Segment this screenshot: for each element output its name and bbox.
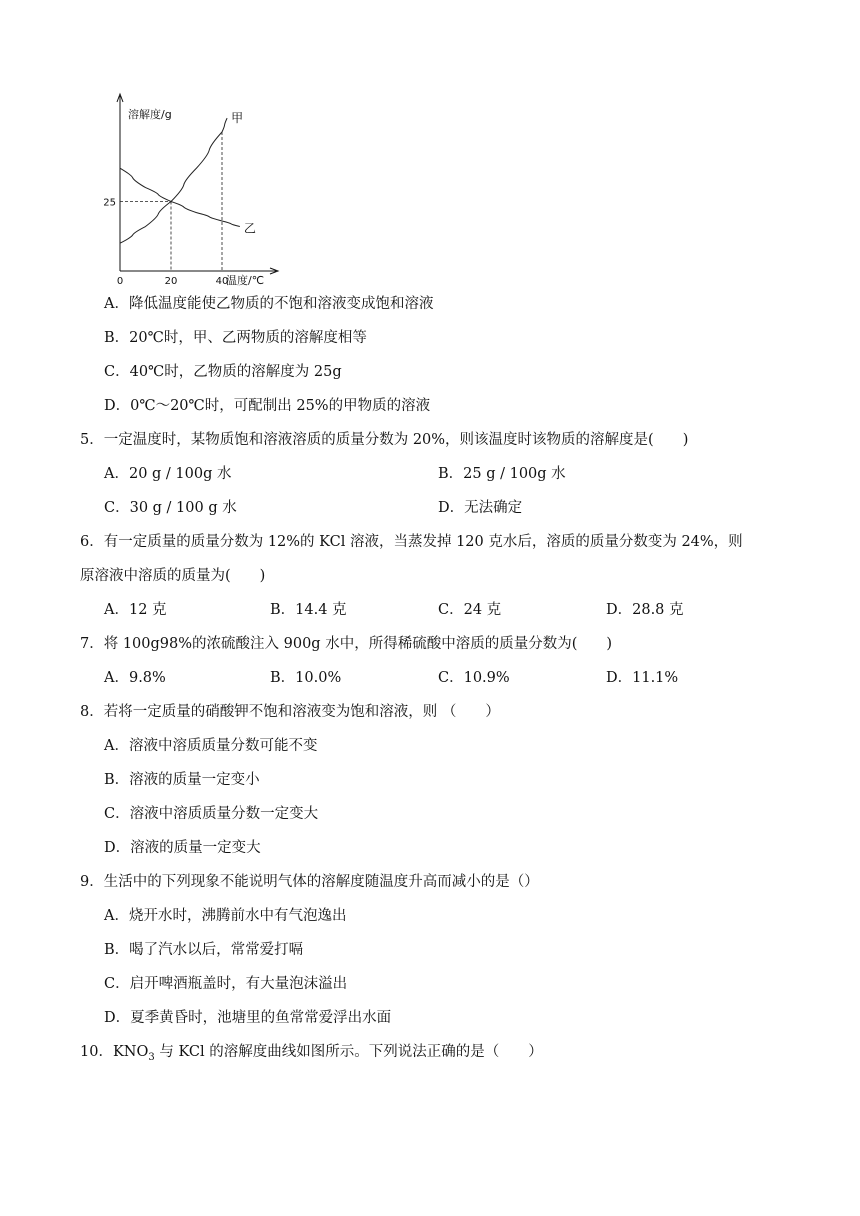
solubility-chart [96, 88, 296, 288]
q9-option-b: B．喝了汽水以后，常常爱打嗝 [104, 942, 304, 958]
q6-stem-line1: 6．有一定质量的质量分数为 12%的 KCl 溶液，当蒸发掉 120 克水后，溶质的质量分数变为 24%，则 [80, 534, 743, 550]
q7-option-a: A．9.8% [104, 670, 166, 686]
q8-stem: 8．若将一定质量的硝酸钾不饱和溶液变为饱和溶液，则 （ ） [80, 704, 500, 720]
q9-option-d: D．夏季黄昏时，池塘里的鱼常常爱浮出水面 [104, 1010, 392, 1026]
q5-option-a: A．20 g / 100g 水 [104, 466, 232, 482]
q8-option-c: C．溶液中溶质质量分数一定变大 [104, 806, 319, 822]
q4-option-a: A．降低温度能使乙物质的不饱和溶液变成饱和溶液 [104, 296, 434, 312]
q10-stem [80, 1042, 543, 1068]
q7-stem: 7．将 100g98%的浓硫酸注入 900g 水中，所得稀硫酸中溶质的质量分数为( ) [80, 636, 613, 652]
q4-option-d: D．0℃～20℃时，可配制出 25%的甲物质的溶液 [104, 398, 431, 414]
y-axis-label: 溶解度/g [128, 108, 172, 121]
q7-option-c: C．10.9% [438, 670, 510, 686]
q9-stem: 9．生活中的下列现象不能说明气体的溶解度随温度升高而减小的是（） [80, 874, 539, 890]
q6-option-d: D．28.8 克 [606, 602, 684, 618]
q8-option-b: B．溶液的质量一定变小 [104, 772, 260, 788]
q9-option-a: A．烧开水时，沸腾前水中有气泡逸出 [104, 908, 347, 924]
q10-stem-subscript: 3 [148, 1051, 155, 1063]
q7-option-b: B．10.0% [270, 670, 342, 686]
x-tick-0: 0 [116, 276, 124, 287]
chart-axes [117, 94, 278, 274]
q5-option-b: B．25 g / 100g 水 [438, 466, 566, 482]
q7-option-d: D．11.1% [606, 670, 679, 686]
chart-labels [103, 107, 264, 287]
q10-stem-prefix: 10．KNO [80, 1044, 149, 1060]
q8-option-a: A．溶液中溶质质量分数可能不变 [104, 738, 318, 754]
x-axis-label: 温度/℃ [226, 274, 265, 287]
q5-option-c: C．30 g / 100 g 水 [104, 500, 237, 516]
x-tick-20: 20 [164, 276, 178, 287]
q8-option-d: D．溶液的质量一定变大 [104, 840, 261, 856]
series-label-yi: 乙 [243, 221, 256, 236]
q6-option-c: C．24 克 [438, 602, 502, 618]
q6-option-a: A．12 克 [104, 602, 167, 618]
y-tick-25: 25 [103, 197, 116, 209]
q10-stem-suffix: 与 KCl 的溶解度曲线如图所示。下列说法正确的是（ ） [159, 1044, 543, 1060]
x-tick-40: 40 [215, 276, 229, 287]
curve-jia [120, 118, 227, 243]
q9-option-c: C．启开啤酒瓶盖时，有大量泡沫溢出 [104, 976, 348, 992]
q6-option-b: B．14.4 克 [270, 602, 347, 618]
q4-option-b: B．20℃时，甲、乙两物质的溶解度相等 [104, 330, 367, 346]
q6-stem-line2: 原溶液中溶质的质量为( ) [80, 568, 266, 584]
q5-option-d: D．无法确定 [438, 500, 523, 516]
q5-stem: 5．一定温度时，某物质饱和溶液溶质的质量分数为 20%，则该温度时该物质的溶解度是( ) [80, 432, 689, 448]
series-label-jia: 甲 [231, 111, 244, 126]
q4-option-c: C．40℃时，乙物质的溶解度为 25g [104, 364, 342, 380]
